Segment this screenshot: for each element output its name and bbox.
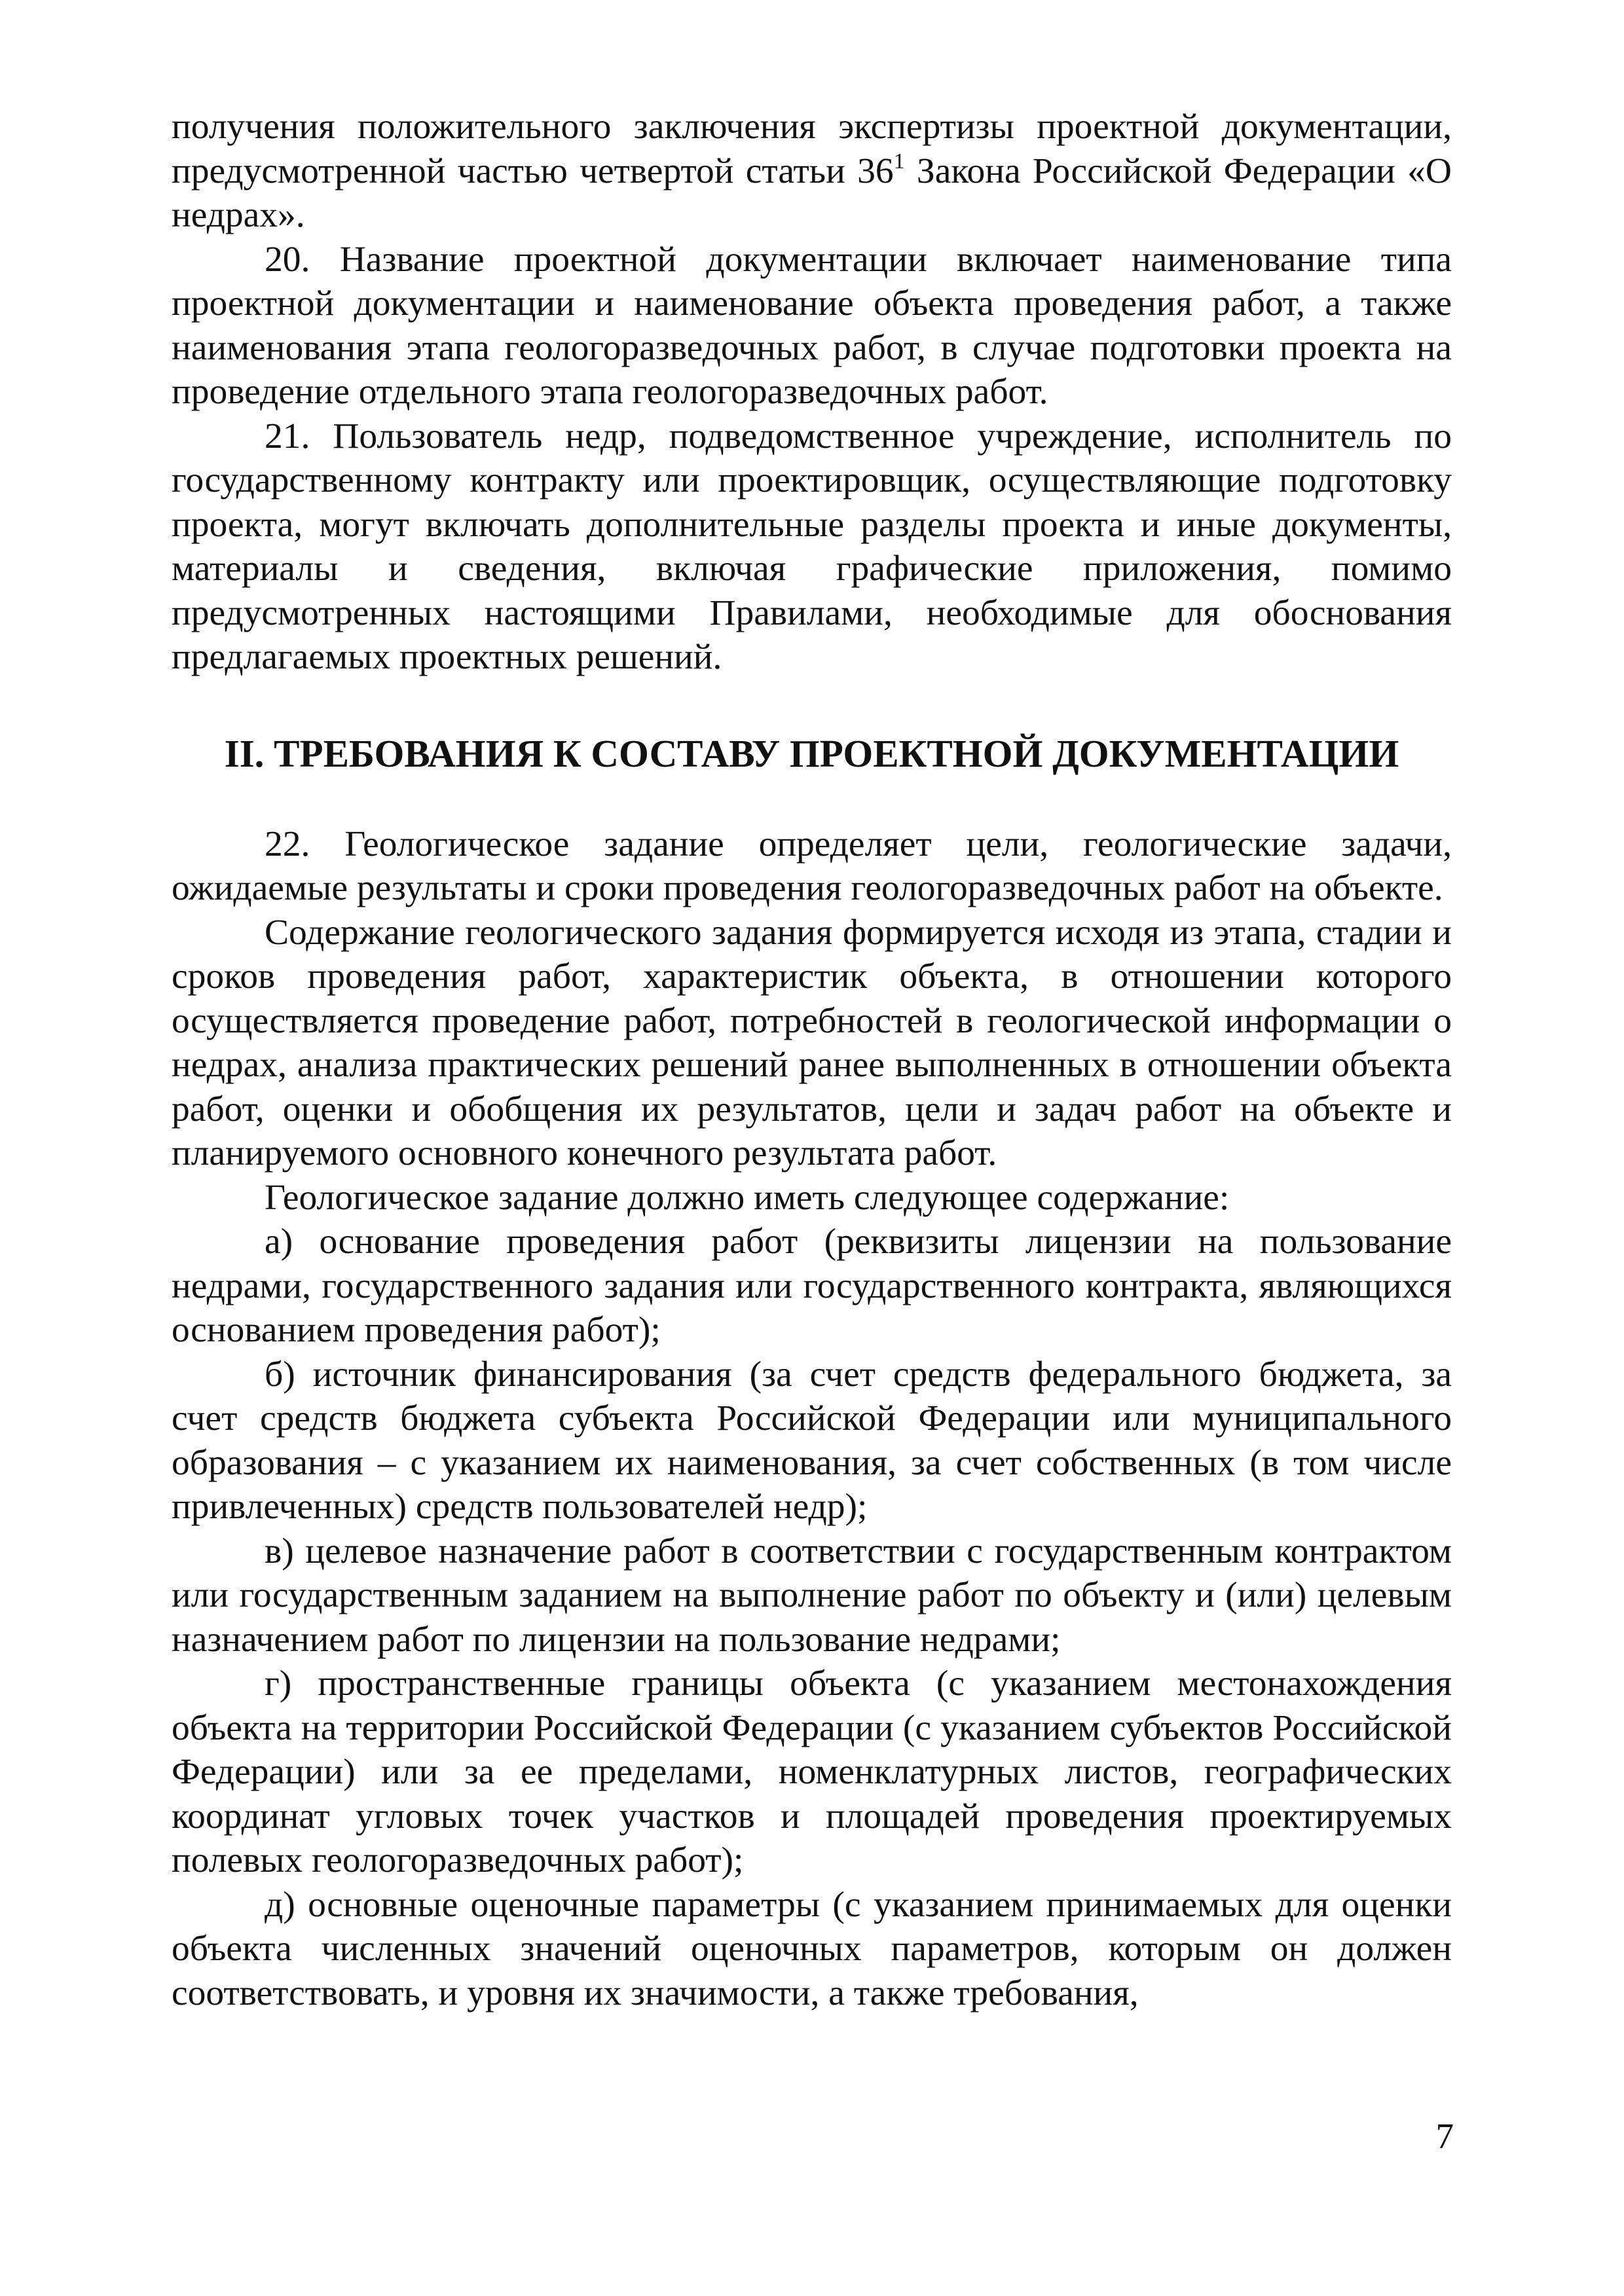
document-page	[172, 105, 1452, 2015]
paragraph-22-content: Содержание геологического задания формируется исходя из этапа, стадии и сроков проведения работ, характеристик объекта, в отношении которого осуществляется проведение работ, потребностей в геологической информации о недрах, анализа практических решений ранее выполненных в отношении объекта работ, оценки и обобщения их результатов, цели и задач работ на объекте и планируемого основного конечного результата работ.	[172, 912, 1452, 1173]
list-item-d: д) основные оценочные параметры (с указанием принимаемых для оценки объекта численных значений оценочных параметров, которым он должен соответствовать, и уровня их значимости, а также требования,	[172, 1884, 1452, 2013]
list-item-g: г) пространственные границы объекта (с указанием местонахождения объекта на территории Российской Федерации (с указанием субъектов Российской Федерации) или за ее пределами, номенклатурных листов, географических координат угловых точек участков и площадей проведения проектируемых полевых геологоразведочных работ);	[172, 1664, 1452, 1880]
continuation-paragraph	[172, 105, 1452, 238]
paragraph-21: 21. Пользователь недр, подведомственное учреждение, исполнитель по государственному контракту или проектировщик, осуществляющие подготовку проекта, могут включать дополнительные разделы проекта и иные документы, материалы и сведения, включая графические приложения, помимо предусмотренных настоящими Правилами, необходимые для обоснования предлагаемых проектных решений.	[172, 416, 1452, 677]
section-heading: II. ТРЕБОВАНИЯ К СОСТАВУ ПРОЕКТНОЙ ДОКУМЕНТАЦИИ	[224, 731, 1399, 775]
paragraph-20: 20. Название проектной документации включает наименование типа проектной документации и наименование объекта проведения работ, а также наименования этапа геологоразведочных работ, в случае подготовки проекта на проведение отдельного этапа геологоразведочных работ.	[172, 239, 1452, 412]
continuation-text-end: Закона Российской Федерации «О недрах».	[172, 151, 1452, 235]
paragraph-22: 22. Геологическое задание определяет цели, геологические задачи, ожидаемые результаты и сроки проведения геологоразведочных работ на объекте.	[172, 824, 1452, 908]
continuation-text: получения положительного заключения экспертизы проектной документации, предусмотренной частью четвертой статьи 36	[172, 107, 1452, 191]
list-item-a: а) основание проведения работ (реквизиты лицензии на пользование недрами, государственного задания или государственного контракта, являющихся основанием проведения работ);	[172, 1222, 1452, 1350]
list-item-b: б) источник финансирования (за счет средств федерального бюджета, за счет средств бюджета субъекта Российской Федерации или муниципального образования – с указанием их наименования, за счет собственных (в том числе привлеченных) средств пользователей недр);	[172, 1354, 1452, 1527]
paragraph-22-intro: Геологическое задание должно иметь следующее содержание:	[265, 1177, 1230, 1218]
page-number: 7	[1435, 2116, 1454, 2156]
article-superscript: 1	[893, 149, 905, 173]
list-item-v: в) целевое назначение работ в соответствии с государственным контрактом или государственным заданием на выполнение работ по объекту и (или) целевым назначением работ по лицензии на пользование недрами;	[172, 1531, 1452, 1660]
